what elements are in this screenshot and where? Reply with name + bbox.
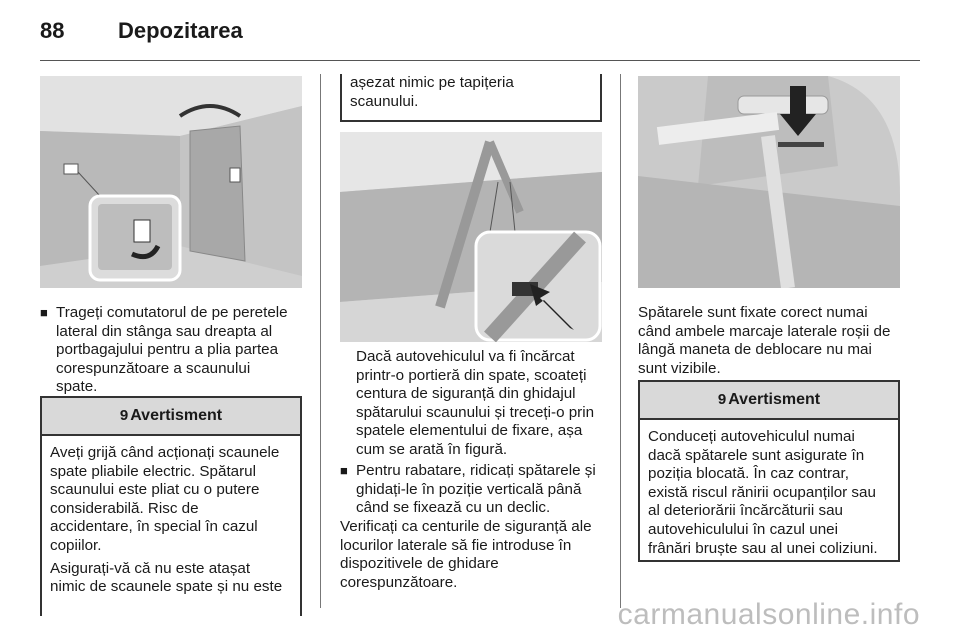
step-raise-backrest — [356, 462, 596, 518]
warning-box-left — [40, 396, 302, 616]
figure-cargo-switch-drawing — [40, 76, 302, 288]
figure-belt-guide — [340, 132, 602, 342]
text-line: sunt vizibile. — [638, 359, 721, 377]
text-line: spatele elementului de fixare, așa — [356, 422, 583, 440]
text-line: corespunzătoare. — [340, 573, 458, 591]
text-line: scaunului. — [350, 92, 419, 110]
bullet-marker: ■ — [340, 463, 348, 478]
warning-box-continued — [340, 74, 602, 122]
page-title: Depozitarea — [118, 18, 243, 43]
text-line: spate. — [56, 378, 98, 396]
text-line: copiilor. — [50, 536, 102, 554]
text-line: Trageți comutatorul de pe peretele — [56, 304, 288, 321]
paragraph-check-belts — [340, 518, 592, 592]
warning-box-right — [638, 380, 900, 562]
warning-body — [42, 436, 300, 597]
paragraph-rear-door-loading — [356, 348, 594, 460]
text-line: scaunului este pliat cu o putere — [50, 481, 260, 499]
text-line: poziția blocată. În caz contrar, — [648, 465, 849, 483]
page-header — [40, 18, 920, 48]
warning-header — [640, 382, 898, 420]
text-line: portbagajului pentru a plia partea — [56, 341, 279, 359]
text-line: Asigurați-vă că nu este atașat — [50, 559, 251, 577]
text-line: Verificați ca centurile de siguranță ale — [340, 518, 592, 535]
warning-icon: 9 — [119, 407, 129, 424]
warning-paragraph — [50, 560, 292, 597]
text-line: locurilor laterale să fie introduse în — [340, 536, 572, 554]
bullet-marker: ■ — [40, 305, 48, 320]
page-number: 88 — [40, 18, 65, 43]
text-line: Aveți grijă când acționați scaunele — [50, 444, 280, 461]
text-line: dispozitivele de ghidare — [340, 555, 499, 573]
figure-release-lever — [638, 76, 900, 288]
text-line: cum se arată în figură. — [356, 440, 508, 458]
text-line: există riscul rănirii ocupanților sau — [648, 483, 876, 501]
text-line: așezat nimic pe tapițeria — [350, 74, 514, 91]
text-line: când ambele marcaje laterale roșii de — [638, 322, 891, 340]
text-line: Conduceți autovehiculul numai — [648, 428, 855, 445]
column-divider-right — [620, 74, 621, 608]
text-line: Pentru rabatare, ridicați spătarele și — [356, 462, 596, 479]
header-rule — [40, 60, 920, 61]
text-line: dacă spătarele sunt asigurate în — [648, 446, 865, 464]
figure-release-lever-drawing — [638, 76, 900, 288]
text-line: nimic de scaunele spate și nu este — [50, 578, 283, 596]
text-line: printr-o portieră din spate, scoateți — [356, 366, 587, 384]
warning-title: Avertisment — [130, 407, 223, 424]
text-line: considerabilă. Risc de — [50, 499, 199, 517]
text-line: accidentare, în special în cazul — [50, 518, 258, 536]
text-line: lateral din stânga sau dreapta al — [56, 322, 273, 340]
warning-paragraph — [50, 444, 292, 556]
warning-icon: 9 — [717, 391, 727, 408]
step-fold-seat — [56, 304, 288, 397]
text-line: corespunzătoare a scaunului — [56, 359, 251, 377]
paragraph-backrest-locked — [638, 304, 890, 378]
text-line: Dacă autovehiculul va fi încărcat — [356, 348, 575, 365]
text-line: Spătarele sunt fixate corect numai — [638, 304, 868, 321]
text-line: autovehiculului în cazul unei — [648, 520, 838, 538]
text-line: frânări bruște sau al unei coliziuni. — [648, 539, 878, 557]
text-line: spate pliabile electric. Spătarul — [50, 462, 256, 480]
text-line: al deteriorării încărcăturii sau — [648, 502, 843, 520]
figure-cargo-switch — [40, 76, 302, 288]
text-line: spătarului scaunului și treceți-o prin — [356, 403, 595, 421]
text-line: centura de siguranță din ghidajul — [356, 385, 576, 403]
column-divider-left — [320, 74, 321, 608]
text-line: când se fixează cu un declic. — [356, 499, 551, 517]
warning-body — [640, 420, 898, 558]
text-line: lângă maneta de deblocare nu mai — [638, 341, 872, 359]
text-line: ghidați-le în poziție verticală până — [356, 480, 582, 498]
warning-header — [42, 398, 300, 436]
watermark: carmanualsonline.info — [617, 598, 920, 631]
figure-belt-guide-drawing — [340, 132, 602, 342]
warning-title: Avertisment — [728, 391, 821, 408]
